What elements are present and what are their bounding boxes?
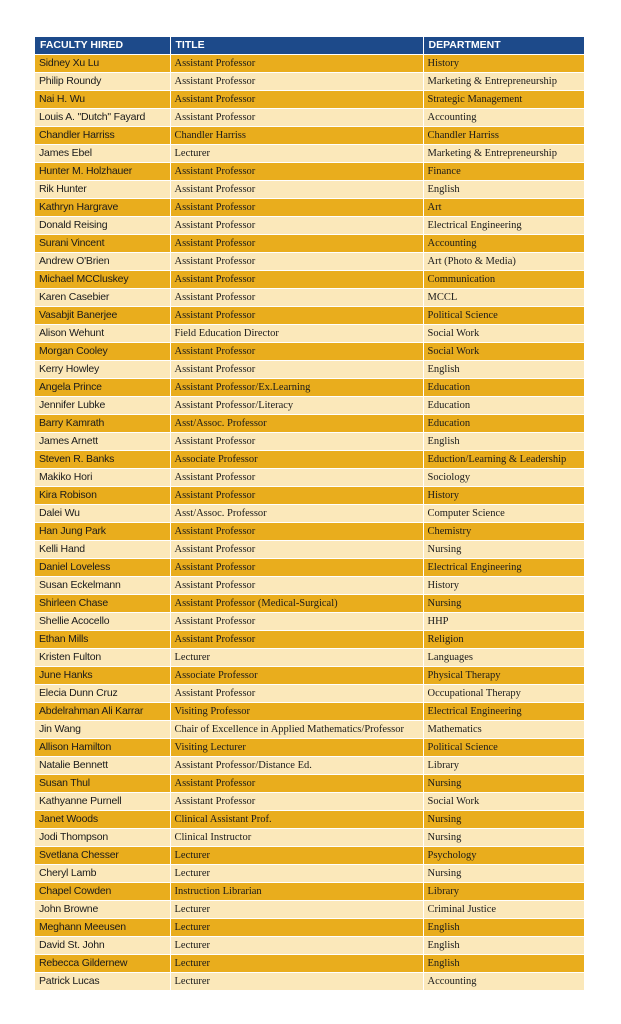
table-row	[35, 469, 584, 487]
table-row	[35, 271, 584, 289]
table-row	[35, 397, 584, 415]
faculty-hired-table	[35, 37, 584, 991]
title-cell: Lecturer	[170, 919, 423, 937]
table-row	[35, 955, 584, 973]
table-row	[35, 613, 584, 631]
title-cell: Clinical Instructor	[170, 829, 423, 847]
department-cell: Chandler Harriss	[423, 127, 584, 145]
faculty-name-cell: James Arnett	[35, 433, 170, 451]
department-cell: Nursing	[423, 829, 584, 847]
department-cell: Art (Photo & Media)	[423, 253, 584, 271]
faculty-name-cell: Rik Hunter	[35, 181, 170, 199]
title-cell: Lecturer	[170, 649, 423, 667]
title-cell: Assistant Professor	[170, 559, 423, 577]
department-cell: English	[423, 433, 584, 451]
faculty-name-cell: Kathryn Hargrave	[35, 199, 170, 217]
title-cell: Assistant Professor	[170, 469, 423, 487]
table-row	[35, 973, 584, 991]
faculty-name-cell: Barry Kamrath	[35, 415, 170, 433]
department-cell: Sociology	[423, 469, 584, 487]
faculty-name-cell: Cheryl Lamb	[35, 865, 170, 883]
department-cell: Education	[423, 415, 584, 433]
table-row	[35, 433, 584, 451]
title-cell: Associate Professor	[170, 451, 423, 469]
title-cell: Assistant Professor	[170, 253, 423, 271]
department-cell: Nursing	[423, 595, 584, 613]
table-row	[35, 361, 584, 379]
department-cell: HHP	[423, 613, 584, 631]
title-cell: Assistant Professor	[170, 541, 423, 559]
department-cell: Social Work	[423, 325, 584, 343]
faculty-name-cell: Janet Woods	[35, 811, 170, 829]
table-row	[35, 847, 584, 865]
faculty-name-cell: Natalie Bennett	[35, 757, 170, 775]
title-cell: Assistant Professor	[170, 775, 423, 793]
department-cell: Physical Therapy	[423, 667, 584, 685]
table-row	[35, 307, 584, 325]
title-cell: Assistant Professor	[170, 73, 423, 91]
faculty-name-cell: Han Jung Park	[35, 523, 170, 541]
department-cell: Education	[423, 379, 584, 397]
table-row	[35, 145, 584, 163]
table-row	[35, 649, 584, 667]
department-cell: Communication	[423, 271, 584, 289]
header-title: TITLE	[170, 37, 423, 55]
department-cell: Political Science	[423, 307, 584, 325]
faculty-name-cell: Alison Wehunt	[35, 325, 170, 343]
department-cell: Library	[423, 883, 584, 901]
table-row	[35, 865, 584, 883]
header-row	[35, 37, 584, 55]
faculty-hired-table-container	[35, 37, 584, 991]
department-cell: Nursing	[423, 811, 584, 829]
faculty-name-cell: Louis A. "Dutch" Fayard	[35, 109, 170, 127]
title-cell: Assistant Professor	[170, 55, 423, 73]
title-cell: Chandler Harriss	[170, 127, 423, 145]
faculty-name-cell: Kelli Hand	[35, 541, 170, 559]
title-cell: Assistant Professor	[170, 685, 423, 703]
faculty-name-cell: Angela Prince	[35, 379, 170, 397]
department-cell: Psychology	[423, 847, 584, 865]
faculty-name-cell: Makiko Hori	[35, 469, 170, 487]
department-cell: English	[423, 919, 584, 937]
table-row	[35, 235, 584, 253]
title-cell: Lecturer	[170, 145, 423, 163]
faculty-name-cell: Vasabjit Banerjee	[35, 307, 170, 325]
faculty-name-cell: Michael MCCluskey	[35, 271, 170, 289]
faculty-name-cell: Susan Eckelmann	[35, 577, 170, 595]
title-cell: Clinical Assistant Prof.	[170, 811, 423, 829]
faculty-name-cell: Dalei Wu	[35, 505, 170, 523]
table-row	[35, 505, 584, 523]
title-cell: Assistant Professor	[170, 109, 423, 127]
title-cell: Assistant Professor	[170, 613, 423, 631]
department-cell: Mathematics	[423, 721, 584, 739]
faculty-name-cell: Kathyanne Purnell	[35, 793, 170, 811]
department-cell: Political Science	[423, 739, 584, 757]
title-cell: Asst/Assoc. Professor	[170, 415, 423, 433]
faculty-name-cell: Kristen Fulton	[35, 649, 170, 667]
title-cell: Lecturer	[170, 955, 423, 973]
table-row	[35, 631, 584, 649]
department-cell: Accounting	[423, 235, 584, 253]
department-cell: English	[423, 937, 584, 955]
department-cell: Electrical Engineering	[423, 559, 584, 577]
faculty-name-cell: Andrew O'Brien	[35, 253, 170, 271]
title-cell: Assistant Professor	[170, 433, 423, 451]
faculty-name-cell: Susan Thul	[35, 775, 170, 793]
department-cell: Education	[423, 397, 584, 415]
title-cell: Assistant Professor (Medical-Surgical)	[170, 595, 423, 613]
table-row	[35, 487, 584, 505]
department-cell: Accounting	[423, 973, 584, 991]
table-row	[35, 217, 584, 235]
table-row	[35, 937, 584, 955]
department-cell: Nursing	[423, 775, 584, 793]
department-cell: Eduction/Learning & Leadership	[423, 451, 584, 469]
department-cell: Occupational Therapy	[423, 685, 584, 703]
table-row	[35, 55, 584, 73]
header-faculty-hired: FACULTY HIRED	[35, 37, 170, 55]
title-cell: Assistant Professor	[170, 181, 423, 199]
faculty-name-cell: Ethan Mills	[35, 631, 170, 649]
table-row	[35, 73, 584, 91]
table-body	[35, 55, 584, 991]
table-row	[35, 343, 584, 361]
title-cell: Lecturer	[170, 973, 423, 991]
title-cell: Assistant Professor	[170, 523, 423, 541]
title-cell: Assistant Professor/Ex.Learning	[170, 379, 423, 397]
department-cell: MCCL	[423, 289, 584, 307]
faculty-name-cell: Daniel Loveless	[35, 559, 170, 577]
table-row	[35, 163, 584, 181]
table-row	[35, 379, 584, 397]
table-row	[35, 253, 584, 271]
title-cell: Assistant Professor	[170, 343, 423, 361]
department-cell: Marketing & Entrepreneurship	[423, 145, 584, 163]
title-cell: Assistant Professor	[170, 199, 423, 217]
department-cell: Nursing	[423, 541, 584, 559]
table-row	[35, 829, 584, 847]
department-cell: History	[423, 55, 584, 73]
table-row	[35, 901, 584, 919]
department-cell: Criminal Justice	[423, 901, 584, 919]
department-cell: English	[423, 181, 584, 199]
department-cell: History	[423, 577, 584, 595]
title-cell: Assistant Professor	[170, 289, 423, 307]
title-cell: Field Education Director	[170, 325, 423, 343]
faculty-name-cell: Rebecca Gildernew	[35, 955, 170, 973]
faculty-name-cell: Shellie Acocello	[35, 613, 170, 631]
faculty-name-cell: Chapel Cowden	[35, 883, 170, 901]
department-cell: Languages	[423, 649, 584, 667]
title-cell: Lecturer	[170, 865, 423, 883]
department-cell: Strategic Management	[423, 91, 584, 109]
title-cell: Assistant Professor	[170, 487, 423, 505]
department-cell: Chemistry	[423, 523, 584, 541]
table-row	[35, 451, 584, 469]
table-row	[35, 685, 584, 703]
faculty-name-cell: Karen Casebier	[35, 289, 170, 307]
table-row	[35, 127, 584, 145]
table-row	[35, 595, 584, 613]
table-row	[35, 577, 584, 595]
faculty-name-cell: Shirleen Chase	[35, 595, 170, 613]
table-row	[35, 199, 584, 217]
faculty-name-cell: Morgan Cooley	[35, 343, 170, 361]
department-cell: Accounting	[423, 109, 584, 127]
table-row	[35, 703, 584, 721]
table-row	[35, 919, 584, 937]
department-cell: Social Work	[423, 793, 584, 811]
table-row	[35, 667, 584, 685]
faculty-name-cell: Sidney Xu Lu	[35, 55, 170, 73]
faculty-name-cell: Hunter M. Holzhauer	[35, 163, 170, 181]
faculty-name-cell: Nai H. Wu	[35, 91, 170, 109]
table-row	[35, 289, 584, 307]
table-row	[35, 559, 584, 577]
department-cell: History	[423, 487, 584, 505]
table-row	[35, 91, 584, 109]
title-cell: Assistant Professor	[170, 307, 423, 325]
title-cell: Assistant Professor	[170, 163, 423, 181]
title-cell: Assistant Professor	[170, 577, 423, 595]
department-cell: Computer Science	[423, 505, 584, 523]
title-cell: Associate Professor	[170, 667, 423, 685]
table-row	[35, 811, 584, 829]
title-cell: Assistant Professor	[170, 271, 423, 289]
faculty-name-cell: Philip Roundy	[35, 73, 170, 91]
faculty-name-cell: Donald Reising	[35, 217, 170, 235]
faculty-name-cell: Jodi Thompson	[35, 829, 170, 847]
faculty-name-cell: Chandler Harriss	[35, 127, 170, 145]
department-cell: Social Work	[423, 343, 584, 361]
department-cell: Nursing	[423, 865, 584, 883]
title-cell: Instruction Librarian	[170, 883, 423, 901]
faculty-name-cell: David St. John	[35, 937, 170, 955]
title-cell: Assistant Professor/Literacy	[170, 397, 423, 415]
table-row	[35, 541, 584, 559]
table-row	[35, 775, 584, 793]
department-cell: English	[423, 955, 584, 973]
table-row	[35, 883, 584, 901]
table-row	[35, 739, 584, 757]
table-row	[35, 109, 584, 127]
department-cell: Electrical Engineering	[423, 217, 584, 235]
title-cell: Assistant Professor/Distance Ed.	[170, 757, 423, 775]
table-row	[35, 721, 584, 739]
faculty-name-cell: Kerry Howley	[35, 361, 170, 379]
faculty-name-cell: James Ebel	[35, 145, 170, 163]
department-cell: English	[423, 361, 584, 379]
department-cell: Library	[423, 757, 584, 775]
title-cell: Lecturer	[170, 847, 423, 865]
faculty-name-cell: Svetlana Chesser	[35, 847, 170, 865]
faculty-name-cell: Kira Robison	[35, 487, 170, 505]
department-cell: Electrical Engineering	[423, 703, 584, 721]
table-row	[35, 325, 584, 343]
faculty-name-cell: Steven R. Banks	[35, 451, 170, 469]
title-cell: Chair of Excellence in Applied Mathematics/Professor	[170, 721, 423, 739]
title-cell: Assistant Professor	[170, 793, 423, 811]
title-cell: Assistant Professor	[170, 361, 423, 379]
table-header	[35, 37, 584, 55]
title-cell: Visiting Lecturer	[170, 739, 423, 757]
department-cell: Marketing & Entrepreneurship	[423, 73, 584, 91]
faculty-name-cell: June Hanks	[35, 667, 170, 685]
faculty-name-cell: Surani Vincent	[35, 235, 170, 253]
department-cell: Finance	[423, 163, 584, 181]
faculty-name-cell: Jin Wang	[35, 721, 170, 739]
faculty-name-cell: John Browne	[35, 901, 170, 919]
title-cell: Asst/Assoc. Professor	[170, 505, 423, 523]
table-row	[35, 757, 584, 775]
title-cell: Lecturer	[170, 937, 423, 955]
faculty-name-cell: Meghann Meeusen	[35, 919, 170, 937]
title-cell: Assistant Professor	[170, 91, 423, 109]
title-cell: Assistant Professor	[170, 631, 423, 649]
table-row	[35, 523, 584, 541]
table-row	[35, 181, 584, 199]
title-cell: Visiting Professor	[170, 703, 423, 721]
table-row	[35, 415, 584, 433]
header-department: DEPARTMENT	[423, 37, 584, 55]
faculty-name-cell: Abdelrahman Ali Karrar	[35, 703, 170, 721]
title-cell: Assistant Professor	[170, 217, 423, 235]
title-cell: Lecturer	[170, 901, 423, 919]
faculty-name-cell: Patrick Lucas	[35, 973, 170, 991]
title-cell: Assistant Professor	[170, 235, 423, 253]
table-row	[35, 793, 584, 811]
faculty-name-cell: Elecia Dunn Cruz	[35, 685, 170, 703]
faculty-name-cell: Allison Hamilton	[35, 739, 170, 757]
department-cell: Art	[423, 199, 584, 217]
department-cell: Religion	[423, 631, 584, 649]
faculty-name-cell: Jennifer Lubke	[35, 397, 170, 415]
